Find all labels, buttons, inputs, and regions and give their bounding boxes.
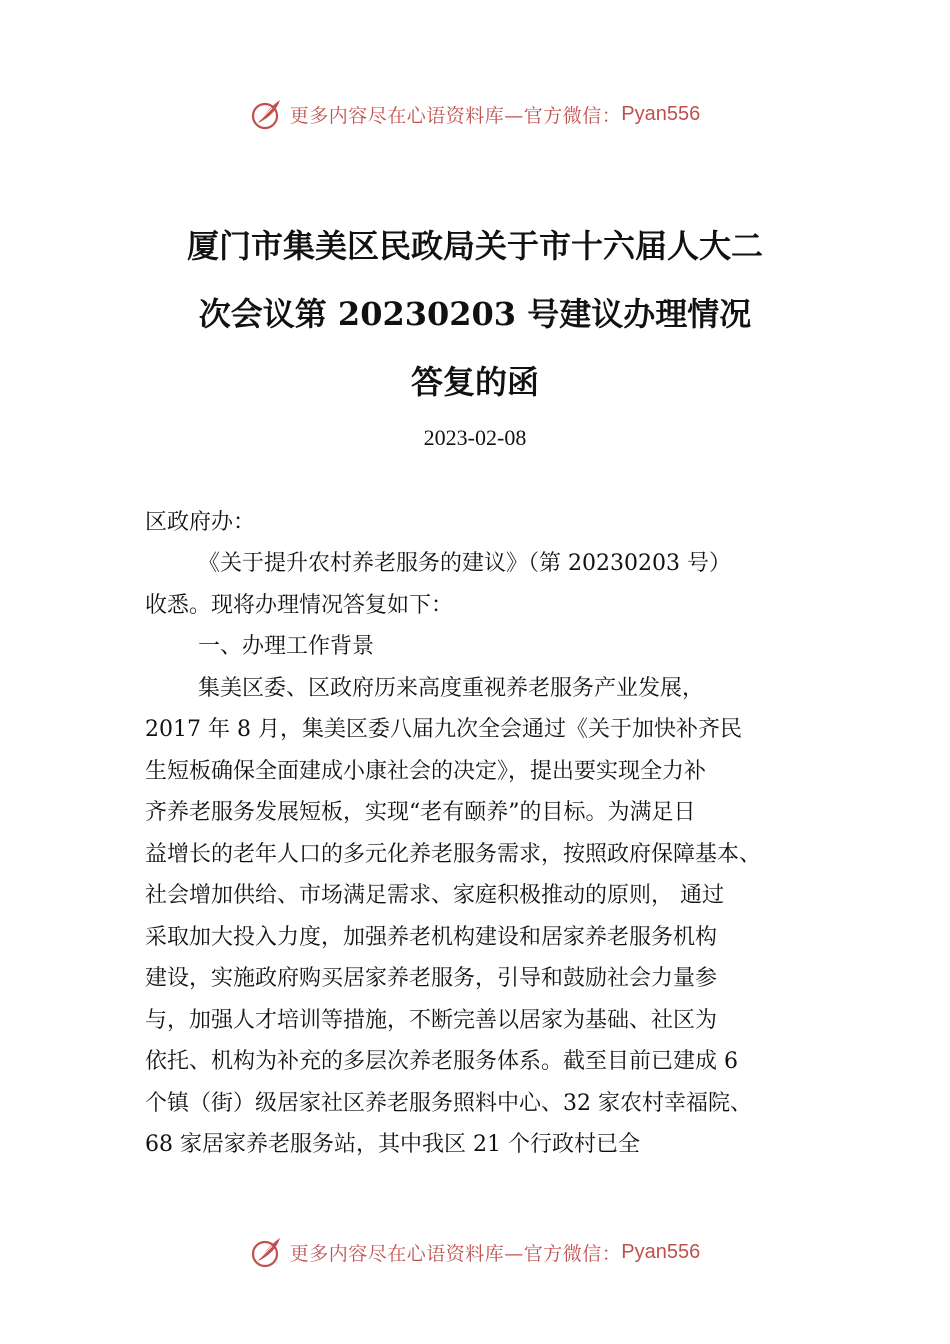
- body-line: 《关于提升农村养老服务的建议》（第 20230203 号）: [198, 551, 731, 576]
- section-heading: 一、办理工作背景: [198, 634, 375, 659]
- quill-pen-logo-icon: [250, 1235, 284, 1269]
- body-line: 齐养老服务发展短板，实现“老有颐养”的目标。为满足日: [145, 800, 696, 825]
- body-line: 益增长的老年人口的多元化养老服务需求，按照政府保障基本、: [145, 842, 762, 867]
- document-title-line-3: 答复的函: [410, 363, 539, 401]
- quill-pen-logo-icon: [250, 97, 284, 131]
- footer-banner: [0, 1232, 950, 1272]
- banner-wechat-id: Pyan556: [621, 1240, 701, 1263]
- body-line: 集美区委、区政府历来高度重视养老服务产业发展，: [198, 676, 705, 701]
- body-line: 建设，实施政府购买居家养老服务，引导和鼓励社会力量参: [145, 966, 718, 991]
- body-line: 生短板确保全面建成小康社会的决定》，提出要实现全力补: [145, 759, 707, 784]
- body-line: 与，加强人才培训等措施，不断完善以居家为基础、社区为: [145, 1008, 718, 1033]
- body-line: 依托、机构为补充的多层次养老服务体系。截至目前已建成 6: [145, 1049, 738, 1074]
- document-date: 2023-02-08: [423, 425, 527, 450]
- body-line: 2017 年 8 月，集美区委八届九次全会通过《关于加快补齐民: [145, 717, 742, 742]
- body-line: 个镇（街）级居家社区养老服务照料中心、32 家农村幸福院、: [145, 1091, 752, 1116]
- document-title-line-1: 厦门市集美区民政局关于市十六届人大二: [186, 227, 763, 265]
- header-banner: [0, 94, 950, 134]
- document-title-line-2: 次会议第 20230203 号建议办理情况: [198, 295, 752, 333]
- body-line: 68 家居家养老服务站，其中我区 21 个行政村已全: [145, 1132, 640, 1157]
- body-line: 采取加大投入力度，加强养老机构建设和居家养老服务机构: [145, 925, 718, 950]
- salutation: 区政府办：: [145, 510, 256, 535]
- body-line: 收悉。现将办理情况答复如下：: [145, 593, 454, 618]
- banner-text: 更多内容尽在心语资料库—官方微信：: [289, 104, 622, 127]
- body-line: 社会增加供给、市场满足需求、家庭积极推动的原则， 通过: [145, 883, 724, 908]
- banner-wechat-id: Pyan556: [621, 102, 701, 125]
- banner-text: 更多内容尽在心语资料库—官方微信：: [289, 1242, 622, 1265]
